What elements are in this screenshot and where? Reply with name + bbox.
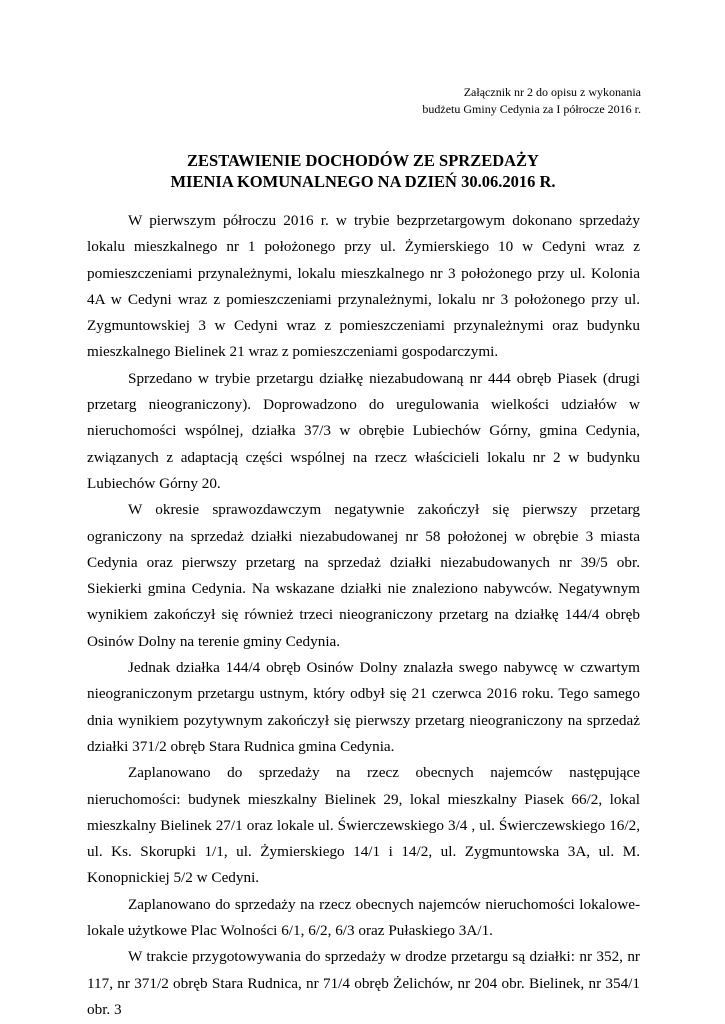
annex-note-line-1: Załącznik nr 2 do opisu z wykonania xyxy=(463,85,641,99)
annex-note-line-2: budżetu Gminy Cedynia za I półrocze 2016 r. xyxy=(422,102,641,116)
document-title-line-1: ZESTAWIENIE DOCHODÓW ZE SPRZEDAŻY xyxy=(187,151,539,170)
paragraph-3: W okresie sprawozdawczym negatywnie zakończył się pierwszy przetarg ograniczony na sprzedaż działki niezabudowanej nr 58 położonej w obrębie 3 miasta Cedynia oraz pierwszy przetarg na sprzedaż działki niezabudowanych nr 39/5 obr. Siekierki gmina Cedynia. Na wskazane działki nie znaleziono nabywców. Negatywnym wynikiem zakończył się również trzeci nieograniczony przetarg na działkę 144/4 obręb Osinów Dolny na terenie gminy Cedynia. xyxy=(87,501,640,650)
paragraph-6: Zaplanowano do sprzedaży na rzecz obecnych najemców nieruchomości lokalowe- lokale użytkowe Plac Wolności 6/1, 6/2, 6/3 oraz Pułaskiego 3A/1. xyxy=(87,895,640,940)
document-title-line-2: MIENIA KOMUNALNEGO NA DZIEŃ 30.06.2016 R. xyxy=(170,172,556,191)
document-body xyxy=(87,208,640,1023)
paragraph-5: Zaplanowano do sprzedaży na rzecz obecnych najemców następujące nieruchomości: budynek mieszkalny Bielinek 29, lokal mieszkalny Piasek 66/2, lokal mieszkalny Bielinek 27/1 oraz lokale ul. Świerczewskiego 3/4 , ul. Świerczewskiego 16/2, ul. Ks. Skorupki 1/1, ul. Żymierskiego 14/1 i 14/2, ul. Zygmuntowska 3A, ul. M. Konopnickiej 5/2 w Cedyni. xyxy=(87,764,640,887)
paragraph-4: Jednak działka 144/4 obręb Osinów Dolny znalazła swego nabywcę w czwartym nieograniczonym przetargu ustnym, który odbył się 21 czerwca 2016 roku. Tego samego dnia wynikiem pozytywnym zakończył się pierwszy przetarg nieograniczony na sprzedaż działki 371/2 obręb Stara Rudnica gmina Cedynia. xyxy=(87,659,640,755)
document-title xyxy=(87,150,639,192)
paragraph-7: W trakcie przygotowywania do sprzedaży w drodze przetargu są działki: nr 352, nr 117, nr 371/2 obręb Stara Rudnica, nr 71/4 obręb Żelichów, nr 204 obr. Bielinek, nr 354/1 obr. 3 xyxy=(87,948,640,1018)
paragraph-2: Sprzedano w trybie przetargu działkę niezabudowaną nr 444 obręb Piasek (drugi przetarg nieograniczony). Doprowadzono do uregulowania wielkości udziałów w nieruchomości wspólnej, działka 37/3 w obrębie Lubiechów Górny, gmina Cedynia, związanych z adaptacją części wspólnej na rzecz właścicieli lokalu nr 2 w budynku Lubiechów Górny 20. xyxy=(87,369,640,492)
paragraph-1: W pierwszym półroczu 2016 r. w trybie bezprzetargowym dokonano sprzedaży lokalu mieszkalnego nr 1 położonego przy ul. Żymierskiego 10 w Cedyni wraz z pomieszczeniami przynależnymi, lokalu mieszkalnego nr 3 położonego przy ul. Kolonia 4A w Cedyni wraz z pomieszczeniami przynależnymi, lokalu nr 3 położonego przy ul. Zygmuntowskiej 3 w Cedyni wraz z pomieszczeniami przynależnymi oraz budynku mieszkalnego Bielinek 21 wraz z pomieszczeniami gospodarczymi. xyxy=(87,212,640,361)
annex-note xyxy=(281,84,641,118)
